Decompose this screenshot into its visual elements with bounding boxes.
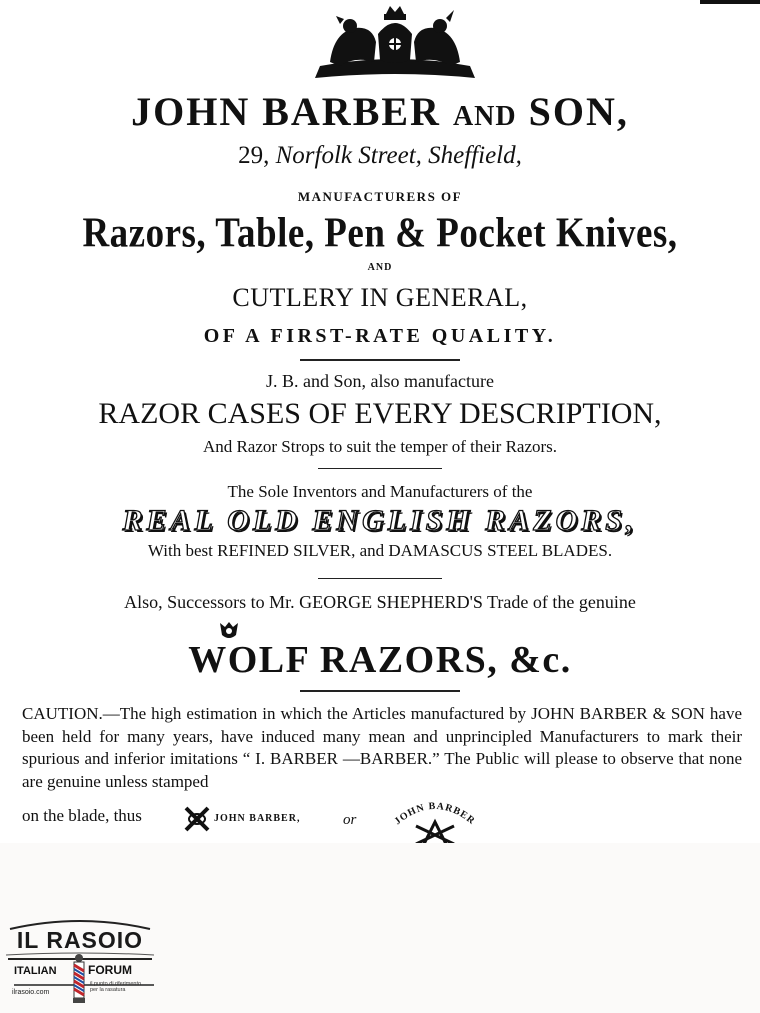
razor-cases-line: RAZOR CASES OF EVERY DESCRIPTION, (98, 397, 662, 430)
stamp-prefix: on the blade, thus (22, 806, 142, 825)
logo-italian: ITALIAN (14, 965, 57, 977)
logo-forum: FORUM (88, 963, 132, 977)
sole-inventors-line: The Sole Inventors and Manufacturers of the (227, 482, 533, 501)
arc-stamp (380, 790, 490, 843)
products-line: Razors, Table, Pen & Pocket Knives, (82, 209, 678, 258)
logo-title: IL RASOIO (16, 927, 144, 953)
stamp-or: or (343, 812, 357, 828)
logo-site: ilrasoio.com (12, 989, 50, 996)
barber-pole-icon (70, 953, 88, 1005)
strops-line: And Razor Strops to suit the temper of their Razors. (202, 437, 558, 456)
quality-line: OF A FIRST-RATE QUALITY. (203, 325, 557, 347)
address (0, 142, 760, 170)
address-street: Norfolk Street, Sheffield, (275, 142, 522, 169)
royal-crest-icon (300, 4, 490, 84)
address-number: 29, (238, 142, 270, 169)
firm-son: SON, (528, 89, 629, 134)
wolf-razors-line: WOLF RAZORS, &c. (188, 639, 572, 681)
divider (318, 468, 442, 469)
successors-line: Also, Successors to Mr. GEORGE SHEPHERD'S Trade of the genuine (124, 592, 636, 612)
also-manufacture-line: J. B. and Son, also manufacture (266, 371, 494, 391)
divider (318, 578, 442, 579)
firm-name (0, 88, 760, 135)
scan-edge (700, 0, 760, 4)
firm-and: AND (452, 101, 517, 132)
arc-stamp-text: JOHN BARBER (392, 800, 478, 828)
compass-mark-icon (416, 822, 454, 843)
firm-main: JOHN BARBER (131, 89, 441, 134)
cutlery-line: CUTLERY IN GENERAL, (232, 283, 528, 312)
blades-line: With best REFINED SILVER, and DAMASCUS STEEL BLADES. (147, 541, 613, 560)
manufacturers-of: MANUFACTURERS OF (297, 189, 463, 204)
divider (300, 690, 460, 692)
caution-paragraph: CAUTION.—The high estimation in which the Articles manufactured by JOHN BARBER & SON have been held for many years, have induced many mean and unprincipled Manufacturers to mark their spurious and inferior imitations “ I. BARBER —BARBER.” The Public will please to observe that none are genuine unless stamped (22, 704, 742, 791)
english-razors-line: REAL OLD ENGLISH RAZORS, (122, 504, 638, 537)
and-line: AND (367, 262, 393, 273)
logo-tagline: il punto di riferimento per la rasatura (90, 981, 142, 993)
divider (300, 359, 460, 361)
crossed-stamp-icon (182, 804, 212, 834)
il-rasoio-logo[interactable] (4, 915, 156, 1009)
stamp-name: JOHN BARBER, (214, 813, 301, 824)
